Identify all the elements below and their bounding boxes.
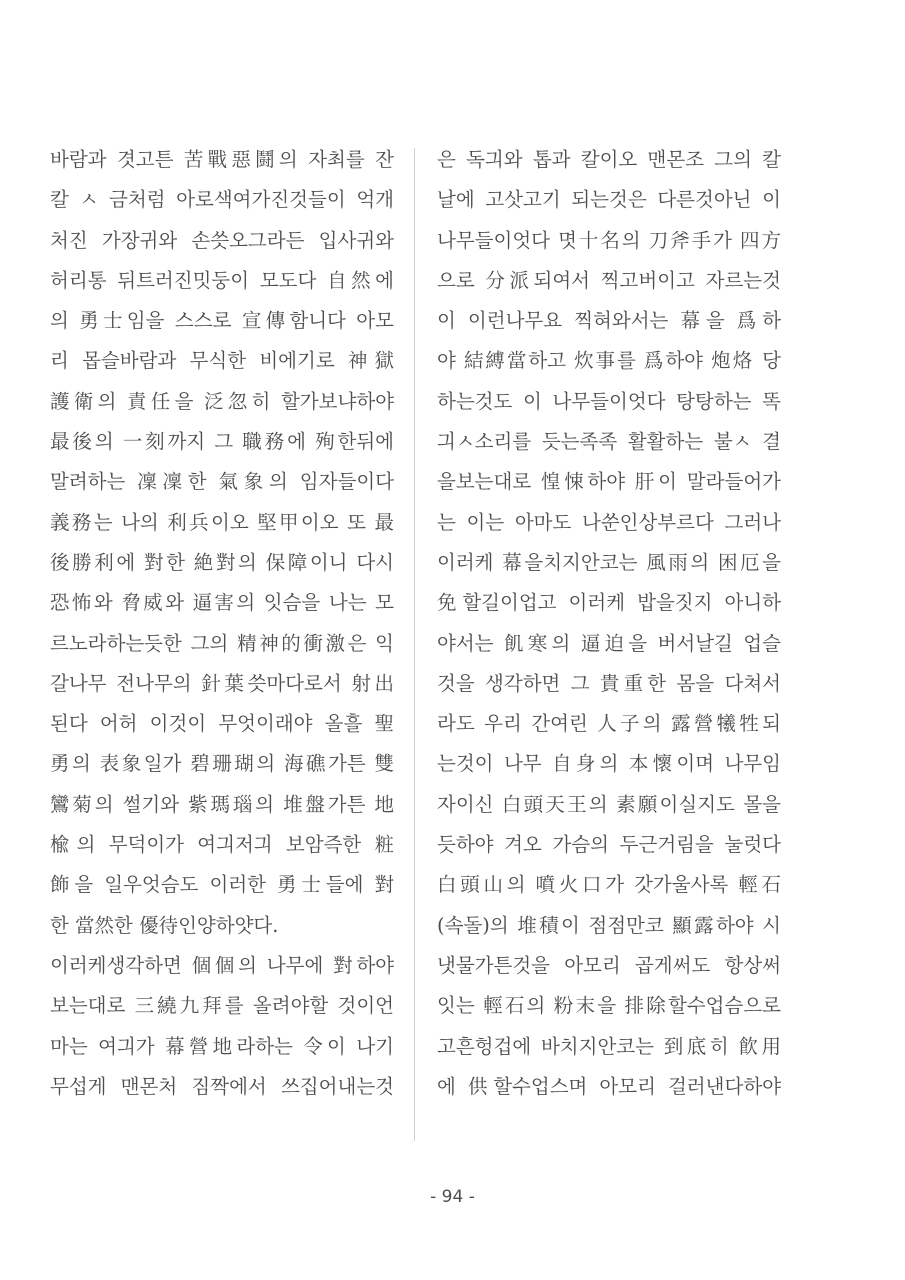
- text-line: 라도 우리 간여린 人子의 露營犧牲되: [437, 712, 781, 736]
- text-line: 바람과 겻고튼 苦戰惡鬪의 자최를 잔: [50, 148, 394, 171]
- text-line: (속돌)의 堆積이 점점만코 顯露하야 시: [437, 913, 781, 937]
- text-line: 갈나무 전나무의 針葉씃마다로서 射出: [50, 671, 394, 695]
- left-text-column: [50, 148, 394, 1115]
- text-line: 한 當然한 優待인양하얏다.: [50, 913, 279, 937]
- text-line: 이러케생각하면 個個의 나무에 對하야: [50, 953, 394, 977]
- text-line: 은 독긔와 톱과 칼이오 맨몬조 그의 칼: [437, 148, 781, 171]
- text-line: 된다 어허 이것이 무엇이래야 올흘 聖: [50, 712, 394, 736]
- text-line: 긔ㅅ소리를 듯는족족 활활하는 불ㅅ 결: [437, 430, 781, 454]
- text-line: 最後의 一刻까지 그 職務에 殉한뒤에: [50, 430, 394, 454]
- text-line: 後勝利에 對한 絶對의 保障이니 다시: [50, 550, 394, 574]
- text-line: 처진 가장귀와 손씃오그라든 입사귀와: [50, 228, 394, 252]
- text-line: 勇의 表象일가 碧珊瑚의 海礁가튼 雙: [50, 752, 394, 776]
- text-line: 마는 여긔가 幕營地라하는 令이 나기: [50, 1034, 394, 1058]
- text-line: 楡의 무덕이가 여긔저긔 보암즉한 粧: [50, 833, 394, 857]
- page-number: - 94 -: [430, 1187, 475, 1207]
- text-line: 자이신 白頭天王의 素願이실지도 몰을: [437, 792, 781, 816]
- text-line: 보는대로 三繞九拜를 올려야할 것이언: [50, 994, 394, 1018]
- text-line: 것을 생각하면 그 貴重한 몸을 다쳐서: [437, 671, 781, 695]
- text-line: 는것이 나무 自身의 本懷이며 나무임: [437, 752, 781, 776]
- text-line: 날에 고삿고기 되는것은 다른것아닌 이: [437, 188, 781, 212]
- text-line: 護衛의 責任을 泛忽히 할가보냐하야: [50, 389, 394, 413]
- right-text-column: [437, 148, 781, 1115]
- text-line: 이러케 幕을치지안코는 風雨의 困厄을: [437, 550, 781, 574]
- text-line: 잇는 輕石의 粉末을 排除할수업슴으로: [437, 994, 781, 1018]
- text-line: 무섭게 맨몬처 짐짝에서 쓰집어내는것: [50, 1074, 394, 1098]
- text-line: 르노라하는듯한 그의 精神的衝激은 익: [50, 631, 394, 655]
- text-line: 말려하는 凜凜한 氣象의 임자들이다: [50, 470, 394, 494]
- text-line: 義務는 나의 利兵이오 堅甲이오 또 最: [50, 510, 394, 534]
- text-line: 鸞菊의 썰기와 紫瑪瑙의 堆盤가튼 地: [50, 792, 394, 816]
- text-line: 냇물가튼것을 아모리 곱게써도 항상써: [437, 953, 781, 977]
- text-line: 에 供할수업스며 아모리 걸러낸다하야: [437, 1074, 781, 1098]
- text-line: 듯하야 겨오 가슴의 두근거림을 눌럿다: [437, 833, 781, 857]
- text-line: 리 몹슬바람과 무식한 비에기로 神獄: [50, 349, 394, 373]
- text-line: 야 結縛當하고 炊事를 爲하야 炮烙 당: [437, 349, 781, 373]
- column-divider: [414, 148, 415, 1141]
- text-line: 飾을 일우엇슴도 이러한 勇士들에 對: [50, 873, 394, 897]
- text-line: 을보는대로 惶悚하야 肝이 말라들어가: [437, 470, 781, 494]
- text-line: 칼 ㅅ 금처럼 아로색여가진것들이 억개: [50, 188, 394, 212]
- text-line: 白頭山의 噴火口가 갓가울사록 輕石: [437, 873, 781, 897]
- text-line: 이 이런나무요 찍혀와서는 幕을 爲하: [437, 309, 781, 333]
- text-line: 나무들이엇다 몃十名의 刀斧手가 四方: [437, 228, 781, 252]
- text-line: 의 勇士임을 스스로 宣傳함니다 아모: [50, 309, 394, 333]
- text-line: 고흔헝겁에 바치지안코는 到底히 飮用: [437, 1034, 781, 1058]
- text-line: 허리통 뒤트러진밋둥이 모도다 自然에: [50, 268, 394, 292]
- text-line: 免할길이업고 이러케 밥을짓지 아니하: [437, 591, 781, 615]
- text-line: 으로 分派되여서 찍고버이고 자르는것: [437, 268, 781, 292]
- text-line: 恐怖와 脅威와 逼害의 잇슴을 나는 모: [50, 591, 394, 615]
- text-line: 야서는 飢寒의 逼迫을 버서날길 업슬: [437, 631, 781, 655]
- text-line: 하는것도 이 나무들이엇다 탕탕하는 똑: [437, 389, 781, 413]
- text-line: 는 이는 아마도 나쑨인상부르다 그러나: [437, 510, 781, 534]
